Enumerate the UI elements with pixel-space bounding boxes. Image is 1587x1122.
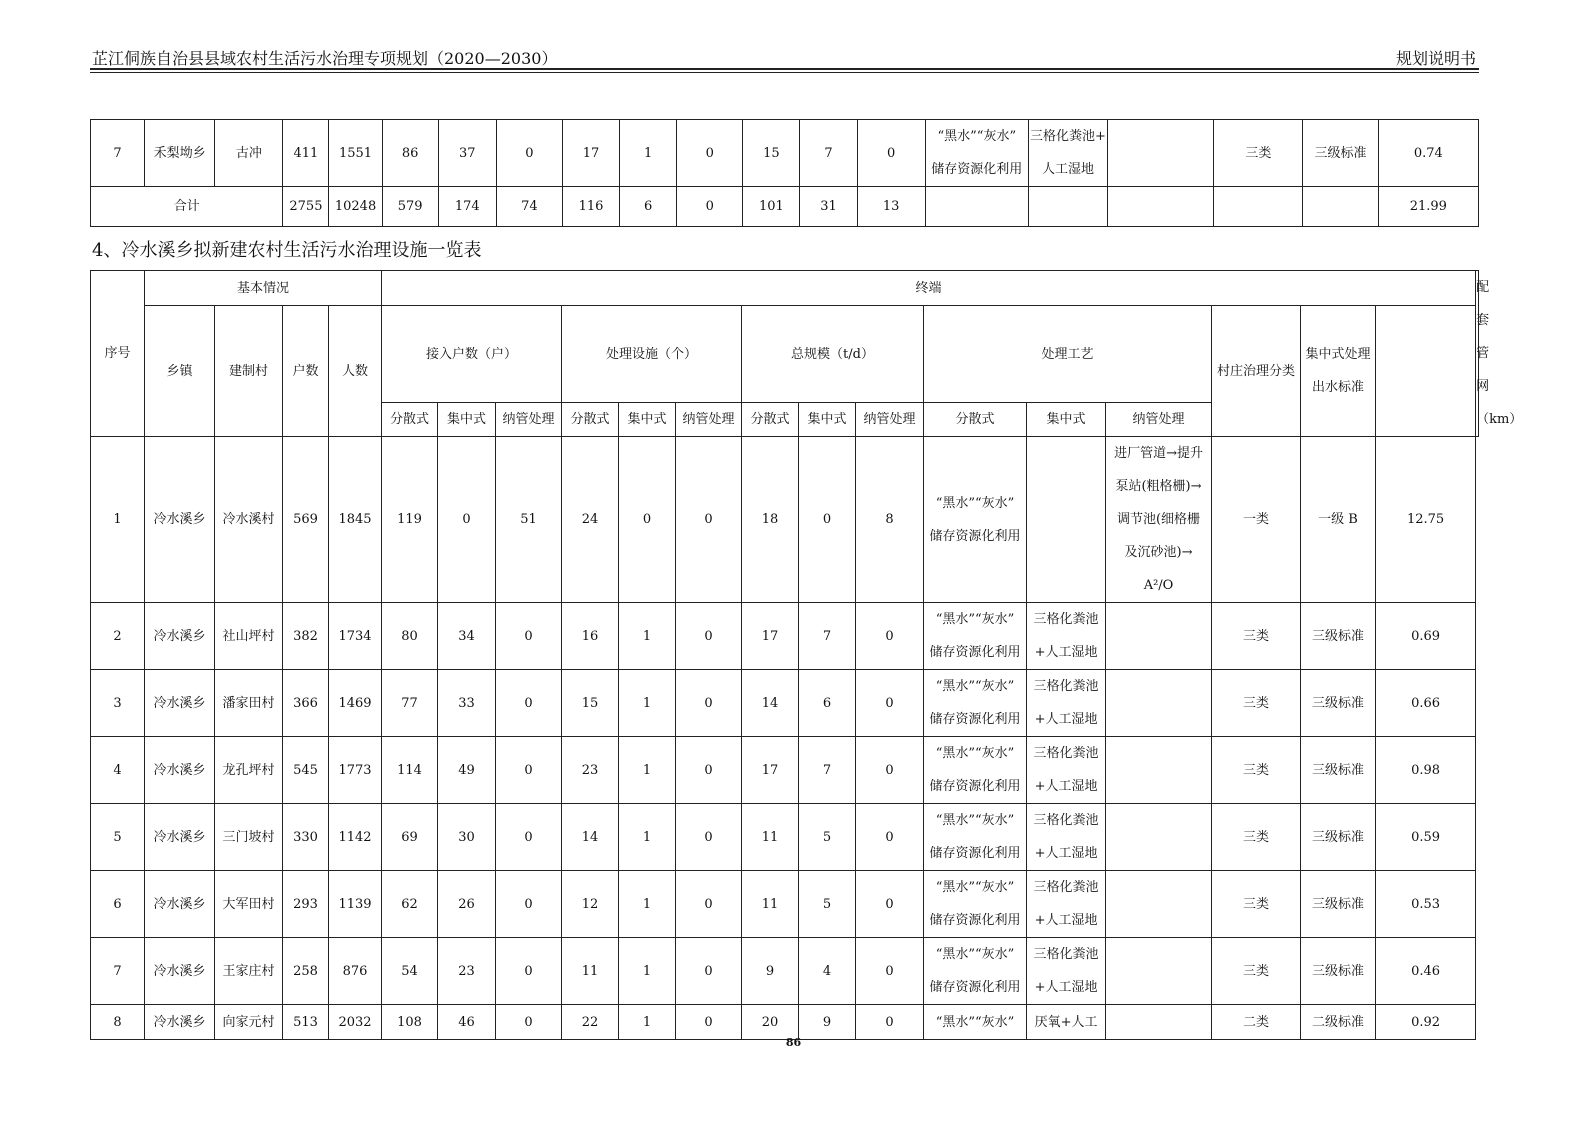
cell-conn-dispersed: 69	[382, 804, 438, 871]
cell-fac-dispersed: 15	[562, 670, 619, 737]
cell-process-dispersed: “黑水”“灰水” 储存资源化利用	[925, 120, 1028, 187]
cell-people: 10248	[329, 187, 382, 227]
cell-conn-central: 23	[438, 938, 496, 1005]
cell-conn-central: 49	[438, 737, 496, 804]
cell-fac-dispersed: 24	[562, 437, 619, 603]
cell-standard: 三级标准	[1301, 737, 1376, 804]
header-central: 集中式	[1027, 403, 1106, 437]
table-row	[91, 1005, 1479, 1040]
cell-conn-central: 0	[438, 437, 496, 603]
cell-fac-dispersed: 22	[562, 1005, 619, 1040]
cell-scale-pipe: 13	[857, 187, 925, 227]
cell-process-dispersed: “黑水”“灰水”	[924, 1005, 1027, 1040]
header-terminal: 终端	[382, 271, 1476, 306]
cell-people: 1551	[329, 120, 382, 187]
cell-households: 513	[283, 1005, 329, 1040]
cell-town: 冷水溪乡	[145, 871, 215, 938]
cell-people: 1845	[329, 437, 382, 603]
cell-process-pipe	[1108, 120, 1214, 187]
cell-class: 三类	[1212, 737, 1301, 804]
cell-village: 冷水溪村	[215, 437, 283, 603]
cell-conn-central: 37	[438, 120, 496, 187]
cell-conn-central: 26	[438, 871, 496, 938]
cell-households: 411	[283, 120, 329, 187]
cell-conn-dispersed: 77	[382, 670, 438, 737]
cell-fac-central: 6	[620, 187, 677, 227]
cell-class: 三类	[1212, 804, 1301, 871]
cell-network: 0.66	[1376, 670, 1476, 737]
header-process: 处理工艺	[924, 306, 1212, 403]
table-row	[91, 804, 1479, 871]
cell-scale-dispersed: 15	[743, 120, 800, 187]
header-class: 村庄治理分类	[1212, 306, 1301, 437]
table-row	[91, 603, 1479, 670]
cell-scale-dispersed: 9	[742, 938, 799, 1005]
cell-conn-dispersed: 54	[382, 938, 438, 1005]
cell-village: 三门坡村	[215, 804, 283, 871]
cell-process-central: 三格化粪池 +人工湿地	[1027, 670, 1106, 737]
cell-people: 1142	[329, 804, 382, 871]
cell-scale-central: 7	[800, 120, 857, 187]
header-dispersed: 分散式	[924, 403, 1027, 437]
cell-households: 2755	[283, 187, 329, 227]
cell-fac-central: 1	[619, 938, 676, 1005]
table-row	[91, 938, 1479, 1005]
cell-process-dispersed: “黑水”“灰水” 储存资源化利用	[924, 437, 1027, 603]
cell-class: 二类	[1212, 1005, 1301, 1040]
header-basic: 基本情况	[145, 271, 382, 306]
header-standard: 集中式处理 出水标准	[1301, 306, 1376, 437]
cell-scale-pipe: 0	[856, 1005, 924, 1040]
cell-fac-dispersed: 14	[562, 804, 619, 871]
cell-network: 0.59	[1376, 804, 1476, 871]
cell-fac-pipe: 0	[676, 670, 742, 737]
cell-fac-central: 1	[619, 603, 676, 670]
cell-process-pipe	[1106, 670, 1212, 737]
cell-scale-pipe: 0	[856, 804, 924, 871]
cell-process-pipe	[1106, 1005, 1212, 1040]
cell-process-dispersed: “黑水”“灰水” 储存资源化利用	[924, 737, 1027, 804]
header-rule	[90, 68, 1479, 70]
cell-fac-dispersed: 12	[562, 871, 619, 938]
header-connected: 接入户数（户）	[382, 306, 562, 403]
cell-scale-dispersed: 101	[743, 187, 800, 227]
cell-households: 569	[283, 437, 329, 603]
cell-village: 向家元村	[215, 1005, 283, 1040]
cell-no: 2	[91, 603, 145, 670]
cell-conn-pipe: 0	[496, 938, 562, 1005]
cell-town: 冷水溪乡	[145, 804, 215, 871]
cell-scale-pipe: 0	[856, 938, 924, 1005]
cell-people: 1469	[329, 670, 382, 737]
header-central: 集中式	[619, 403, 676, 437]
cell-process-central: 三格化粪池 +人工湿地	[1027, 804, 1106, 871]
cell-process-central: 三格化粪池 +人工湿地	[1027, 871, 1106, 938]
cell-scale-dispersed: 14	[742, 670, 799, 737]
cell-process-pipe	[1106, 737, 1212, 804]
cell-process-central: 三格化粪池 +人工湿地	[1027, 938, 1106, 1005]
document-header-right: 规划说明书	[1396, 49, 1477, 68]
cell-fac-pipe: 0	[677, 120, 743, 187]
header-dispersed: 分散式	[382, 403, 438, 437]
cell-town: 冷水溪乡	[145, 737, 215, 804]
cell-fac-dispersed: 16	[562, 603, 619, 670]
table-row	[91, 871, 1479, 938]
cell-village: 龙孔坪村	[215, 737, 283, 804]
header-scale: 总规模（t/d）	[742, 306, 924, 403]
cell-scale-central: 5	[799, 871, 856, 938]
cell-process-dispersed: “黑水”“灰水” 储存资源化利用	[924, 603, 1027, 670]
cell-conn-pipe: 0	[496, 871, 562, 938]
cell-network: 21.99	[1378, 187, 1478, 227]
cell-conn-dispersed: 579	[382, 187, 438, 227]
cell-conn-dispersed: 119	[382, 437, 438, 603]
cell-town: 冷水溪乡	[145, 938, 215, 1005]
cell-class: 三类	[1212, 603, 1301, 670]
cell-fac-central: 0	[619, 437, 676, 603]
header-households: 户数	[283, 306, 329, 437]
header-central: 集中式	[799, 403, 856, 437]
cell-process-dispersed: “黑水”“灰水” 储存资源化利用	[924, 938, 1027, 1005]
cell-scale-central: 7	[799, 737, 856, 804]
cell-process-dispersed: “黑水”“灰水” 储存资源化利用	[924, 670, 1027, 737]
cell-process-central: 三格化粪池+ 人工湿地	[1028, 120, 1107, 187]
cell-scale-dispersed: 17	[742, 603, 799, 670]
cell-village: 古冲	[215, 120, 283, 187]
cell-class: 三类	[1212, 670, 1301, 737]
cell-scale-central: 6	[799, 670, 856, 737]
cell-standard: 一级 B	[1301, 437, 1376, 603]
cell-fac-pipe: 0	[676, 804, 742, 871]
cell-conn-central: 33	[438, 670, 496, 737]
cell-people: 1734	[329, 603, 382, 670]
cell-town: 禾梨坳乡	[145, 120, 215, 187]
cell-conn-central: 30	[438, 804, 496, 871]
cell-class: 三类	[1212, 938, 1301, 1005]
cell-people: 1139	[329, 871, 382, 938]
cell-scale-pipe: 0	[857, 120, 925, 187]
cell-fac-dispersed: 11	[562, 938, 619, 1005]
cell-conn-dispersed: 62	[382, 871, 438, 938]
cell-standard: 二级标准	[1301, 1005, 1376, 1040]
cell-conn-dispersed: 80	[382, 603, 438, 670]
cell-households: 545	[283, 737, 329, 804]
cell-class: 三类	[1214, 120, 1303, 187]
cell-empty	[925, 187, 1028, 227]
cell-scale-central: 5	[799, 804, 856, 871]
cell-village: 大军田村	[215, 871, 283, 938]
cell-standard: 三级标准	[1301, 670, 1376, 737]
cell-process-central: 三格化粪池 +人工湿地	[1027, 737, 1106, 804]
cell-fac-central: 1	[619, 1005, 676, 1040]
cell-empty	[1303, 187, 1378, 227]
cell-village: 王家庄村	[215, 938, 283, 1005]
cell-scale-dispersed: 11	[742, 804, 799, 871]
cell-process-central: 三格化粪池 +人工湿地	[1027, 603, 1106, 670]
cell-standard: 三级标准	[1301, 603, 1376, 670]
cell-households: 330	[283, 804, 329, 871]
cell-process-pipe	[1106, 938, 1212, 1005]
cell-scale-pipe: 8	[856, 437, 924, 603]
cell-network: 0.92	[1376, 1005, 1476, 1040]
continuation-table	[90, 119, 1479, 227]
cell-scale-pipe: 0	[856, 737, 924, 804]
cell-scale-pipe: 0	[856, 603, 924, 670]
table-row	[91, 737, 1479, 804]
cell-scale-pipe: 0	[856, 871, 924, 938]
cell-conn-pipe: 51	[496, 437, 562, 603]
cell-fac-pipe: 0	[676, 737, 742, 804]
cell-fac-pipe: 0	[676, 938, 742, 1005]
cell-scale-central: 4	[799, 938, 856, 1005]
header-pipe: 纳管处理	[676, 403, 742, 437]
cell-no: 4	[91, 737, 145, 804]
cell-conn-pipe: 0	[496, 1005, 562, 1040]
cell-conn-dispersed: 86	[382, 120, 438, 187]
cell-conn-pipe: 0	[496, 804, 562, 871]
cell-network: 12.75	[1376, 437, 1476, 603]
cell-process-pipe	[1106, 804, 1212, 871]
cell-empty	[1214, 187, 1303, 227]
cell-conn-pipe: 0	[496, 670, 562, 737]
header-central: 集中式	[438, 403, 496, 437]
cell-fac-central: 1	[619, 670, 676, 737]
cell-standard: 三级标准	[1301, 938, 1376, 1005]
cell-scale-dispersed: 18	[742, 437, 799, 603]
page-number: 86	[785, 1036, 802, 1049]
cell-process-central	[1027, 437, 1106, 603]
table-row	[91, 437, 1479, 603]
cell-people: 876	[329, 938, 382, 1005]
cell-households: 293	[283, 871, 329, 938]
cell-network: 0.46	[1376, 938, 1476, 1005]
cell-conn-dispersed: 114	[382, 737, 438, 804]
cell-process-pipe	[1106, 871, 1212, 938]
cell-no: 8	[91, 1005, 145, 1040]
cell-scale-dispersed: 20	[742, 1005, 799, 1040]
cell-fac-pipe: 0	[676, 1005, 742, 1040]
cell-scale-dispersed: 11	[742, 871, 799, 938]
cell-empty	[1028, 187, 1107, 227]
table-header-row	[91, 271, 1479, 306]
cell-fac-pipe: 0	[676, 437, 742, 603]
cell-no: 5	[91, 804, 145, 871]
cell-standard: 三级标准	[1303, 120, 1378, 187]
cell-village: 社山坪村	[215, 603, 283, 670]
cell-scale-central: 31	[800, 187, 857, 227]
cell-process-central: 厌氧+人工	[1027, 1005, 1106, 1040]
cell-network: 0.98	[1376, 737, 1476, 804]
cell-scale-central: 9	[799, 1005, 856, 1040]
cell-total-label: 合计	[91, 187, 283, 227]
table-total-row	[91, 187, 1479, 227]
section-title: 4、冷水溪乡拟新建农村生活污水治理设施一览表	[92, 240, 482, 261]
cell-fac-dispersed: 17	[562, 120, 619, 187]
cell-fac-central: 1	[619, 737, 676, 804]
cell-network: 0.74	[1378, 120, 1478, 187]
header-people: 人数	[329, 306, 382, 437]
cell-fac-pipe: 0	[676, 871, 742, 938]
cell-people: 2032	[329, 1005, 382, 1040]
cell-town: 冷水溪乡	[145, 603, 215, 670]
cell-standard: 三级标准	[1301, 871, 1376, 938]
cell-class: 一类	[1212, 437, 1301, 603]
cell-fac-central: 1	[619, 871, 676, 938]
table-body	[91, 437, 1479, 1040]
cell-conn-dispersed: 108	[382, 1005, 438, 1040]
cell-process-dispersed: “黑水”“灰水” 储存资源化利用	[924, 804, 1027, 871]
cell-conn-pipe: 0	[496, 120, 562, 187]
cell-town: 冷水溪乡	[145, 437, 215, 603]
header-pipe: 纳管处理	[1106, 403, 1212, 437]
cell-no: 7	[91, 938, 145, 1005]
cell-fac-dispersed: 23	[562, 737, 619, 804]
cell-people: 1773	[329, 737, 382, 804]
cell-no: 3	[91, 670, 145, 737]
header-dispersed: 分散式	[742, 403, 799, 437]
header-pipe: 纳管处理	[856, 403, 924, 437]
table-row	[91, 120, 1479, 187]
cell-fac-pipe: 0	[676, 603, 742, 670]
table-row	[91, 670, 1479, 737]
cell-village: 潘家田村	[215, 670, 283, 737]
cell-process-pipe	[1106, 603, 1212, 670]
cell-conn-pipe: 74	[496, 187, 562, 227]
cell-class: 三类	[1212, 871, 1301, 938]
header-dispersed: 分散式	[562, 403, 619, 437]
cell-process-dispersed: “黑水”“灰水” 储存资源化利用	[924, 871, 1027, 938]
cell-fac-dispersed: 116	[562, 187, 619, 227]
cell-network: 0.69	[1376, 603, 1476, 670]
cell-scale-dispersed: 17	[742, 737, 799, 804]
document-header-title: 芷江侗族自治县县域农村生活污水治理专项规划（2020—2030）	[92, 49, 558, 68]
header-village: 建制村	[215, 306, 283, 437]
cell-conn-central: 34	[438, 603, 496, 670]
cell-town: 冷水溪乡	[145, 670, 215, 737]
cell-scale-central: 0	[799, 437, 856, 603]
cell-conn-central: 174	[438, 187, 496, 227]
cell-scale-central: 7	[799, 603, 856, 670]
cell-network: 0.53	[1376, 871, 1476, 938]
cell-no: 1	[91, 437, 145, 603]
cell-households: 382	[283, 603, 329, 670]
cell-conn-pipe: 0	[496, 737, 562, 804]
cell-households: 366	[283, 670, 329, 737]
cell-fac-central: 1	[619, 804, 676, 871]
header-pipe: 纳管处理	[496, 403, 562, 437]
header-facilities: 处理设施（个）	[562, 306, 742, 403]
cell-scale-pipe: 0	[856, 670, 924, 737]
cell-standard: 三级标准	[1301, 804, 1376, 871]
header-town: 乡镇	[145, 306, 215, 437]
cell-empty	[1108, 187, 1214, 227]
table-header-row	[91, 306, 1479, 403]
cell-conn-central: 46	[438, 1005, 496, 1040]
cell-fac-pipe: 0	[677, 187, 743, 227]
header-rule-thin	[90, 72, 1479, 73]
cell-no: 7	[91, 120, 145, 187]
facility-table	[90, 270, 1523, 1040]
cell-town: 冷水溪乡	[145, 1005, 215, 1040]
cell-no: 6	[91, 871, 145, 938]
header-no: 序号	[91, 271, 145, 437]
cell-conn-pipe: 0	[496, 603, 562, 670]
cell-process-pipe: 进厂管道→提升 泵站(粗格栅)→ 调节池(细格栅 及沉砂池)→ A²/O	[1106, 437, 1212, 603]
header-network: 配套管网（km）	[1476, 271, 1479, 437]
cell-fac-central: 1	[620, 120, 677, 187]
cell-households: 258	[283, 938, 329, 1005]
